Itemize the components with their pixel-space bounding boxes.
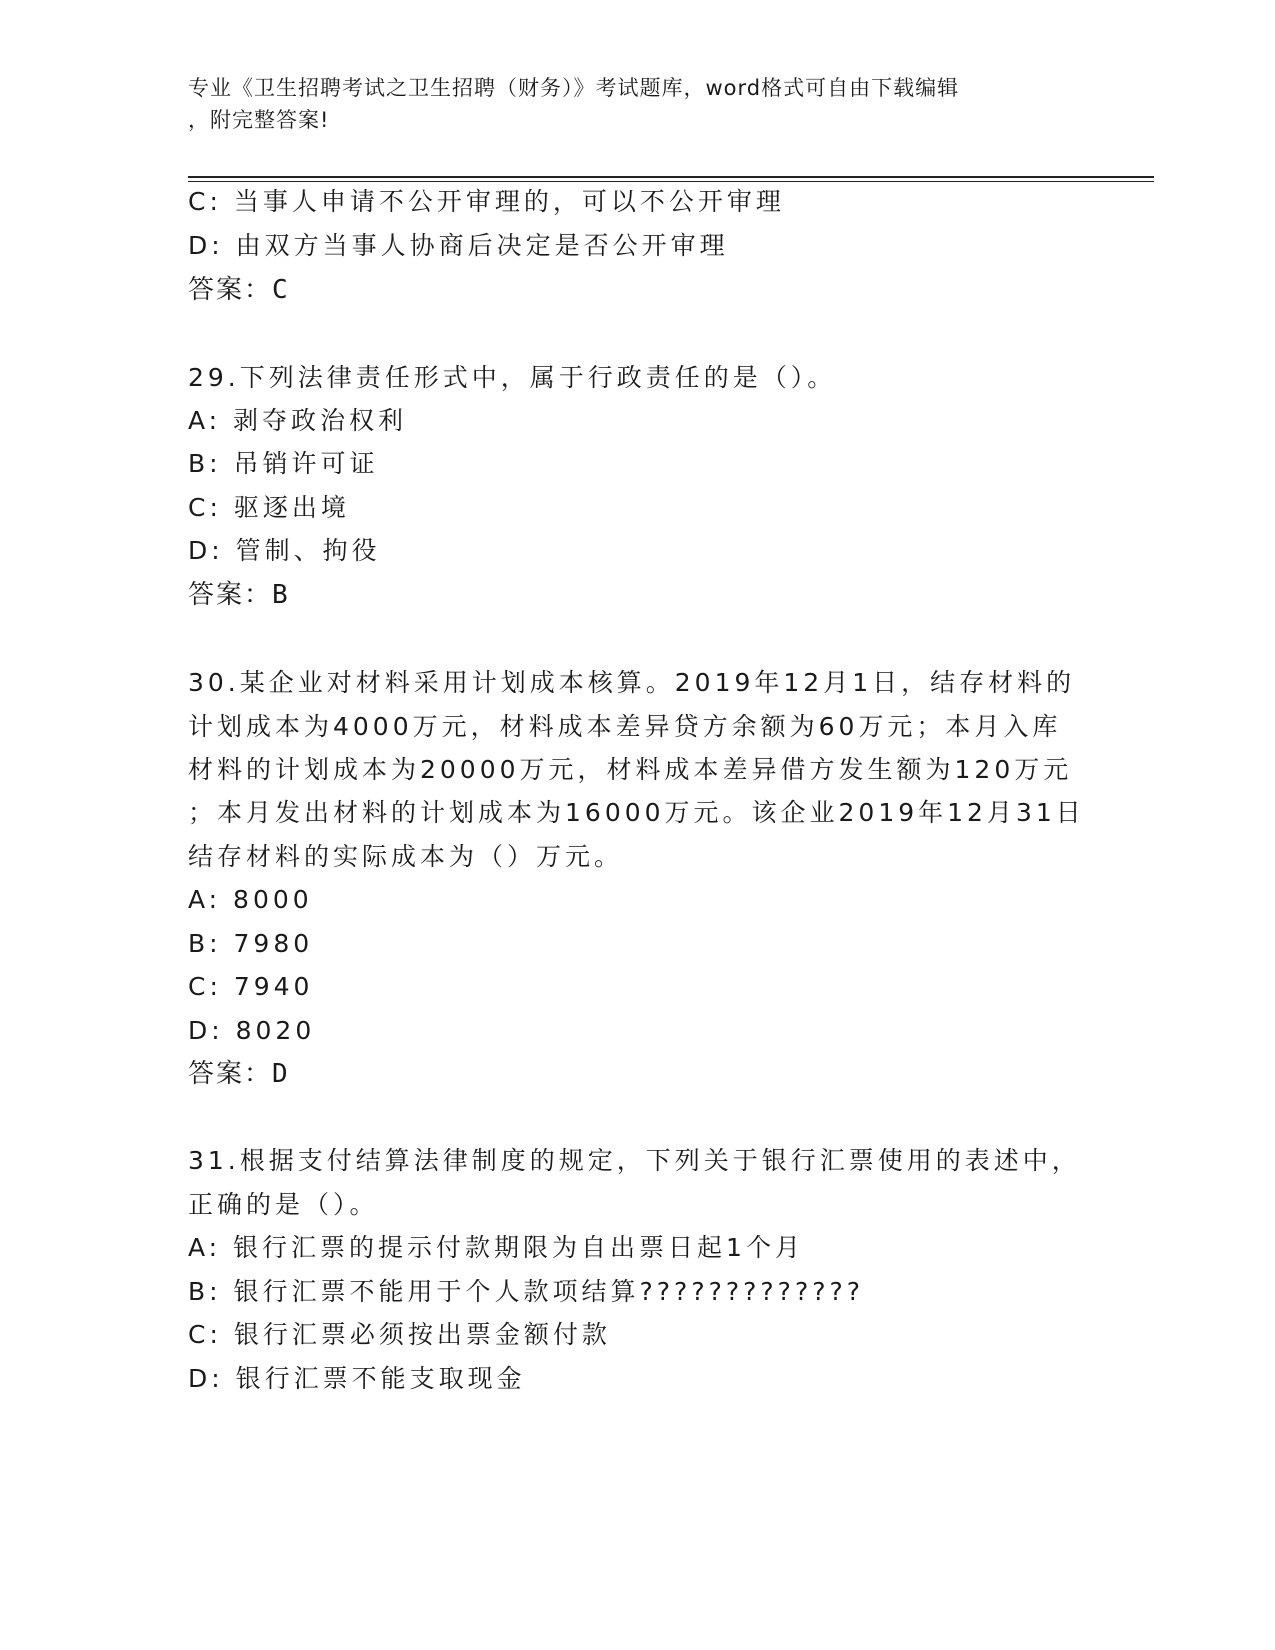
- q31-option-c: C: 银行汇票必须按出票金额付款: [188, 1320, 611, 1349]
- q30-question-line-4: ；本月发出材料的计划成本为16000万元。该企业2019年12月31日: [188, 798, 1085, 827]
- header-divider-thick: [188, 176, 1154, 178]
- q30-option-a: A: 8000: [188, 885, 313, 914]
- q30-question-line-3: 材料的计划成本为20000万元，材料成本差异借方发生额为120万元: [188, 755, 1073, 784]
- q30-question-line-5: 结存材料的实际成本为（）万元。: [188, 842, 624, 871]
- q29-option-b: B: 吊销许可证: [188, 449, 379, 478]
- q29-option-c: C: 驱逐出境: [188, 493, 350, 522]
- document-header: [188, 72, 1088, 136]
- q29-option-a: A: 剥夺政治权利: [188, 406, 408, 435]
- answer-value: D: [272, 1059, 290, 1089]
- answer-label: 答案：: [188, 275, 273, 305]
- q28-answer: [188, 274, 290, 306]
- header-line-2: ，附完整答案!: [188, 108, 330, 132]
- q28-option-d: D: 由双方当事人协商后决定是否公开审理: [188, 231, 729, 260]
- header-divider-thin: [188, 181, 1154, 182]
- q31-question-line-1: 31.根据支付结算法律制度的规定，下列关于银行汇票使用的表述中，: [188, 1146, 1081, 1175]
- q30-option-b: B: 7980: [188, 929, 314, 958]
- answer-value: B: [272, 580, 290, 610]
- q31-option-d: D: 银行汇票不能支取现金: [188, 1364, 526, 1393]
- header-line-1: 专业《卫生招聘考试之卫生招聘（财务）》考试题库，word格式可自由下载编辑: [188, 76, 960, 100]
- answer-label: 答案：: [188, 580, 273, 610]
- answer-label: 答案：: [188, 1059, 273, 1089]
- q30-option-d: D: 8020: [188, 1016, 316, 1045]
- q29-answer: [188, 579, 290, 611]
- answer-value: C: [272, 275, 290, 305]
- q31-option-b: B: 银行汇票不能用于个人款项结算?????????????: [188, 1277, 865, 1306]
- q29-question: 29.下列法律责任形式中，属于行政责任的是（）。: [188, 363, 837, 392]
- q31-question-line-2: 正确的是（）。: [188, 1190, 379, 1219]
- q31-option-a: A: 银行汇票的提示付款期限为自出票日起1个月: [188, 1233, 804, 1262]
- q29-option-d: D: 管制、拘役: [188, 536, 381, 565]
- q30-question-line-1: 30.某企业对材料采用计划成本核算。2019年12月1日，结存材料的: [188, 668, 1076, 697]
- q30-question-line-2: 计划成本为4000万元，材料成本差异贷方余额为60万元；本月入库: [188, 712, 1062, 741]
- q28-option-c: C: 当事人申请不公开审理的，可以不公开审理: [188, 187, 785, 216]
- q30-answer: [188, 1058, 290, 1090]
- q30-option-c: C: 7940: [188, 972, 314, 1001]
